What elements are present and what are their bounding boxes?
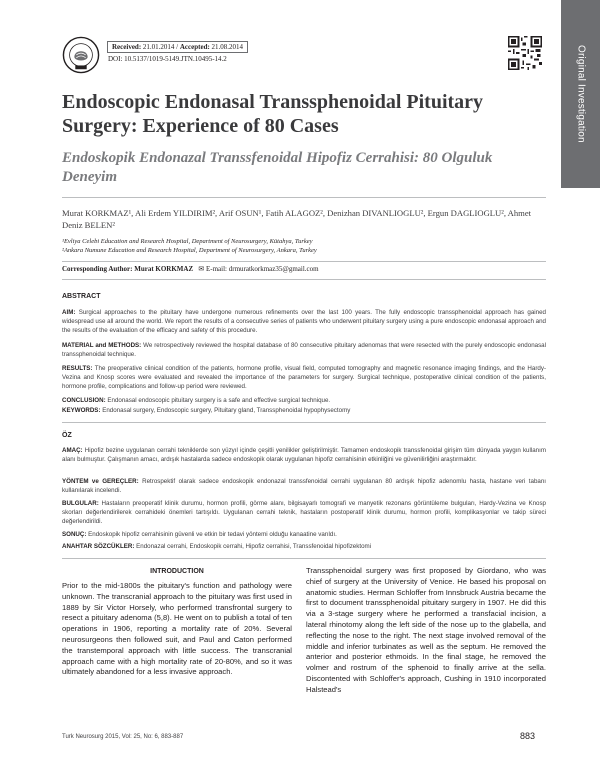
oz-sonuc: SONUÇ: Endoskopik hipofiz cerrahisinin güvenli ve etkin bir tedavi yöntemi olduğu kanaatine varıldı. bbox=[62, 531, 337, 538]
divider bbox=[62, 197, 546, 198]
affiliation-2: ²Ankara Numune Education and Research Hospital, Department of Neurosurgery, Ankara, Turkey bbox=[62, 247, 317, 254]
abstract-results: RESULTS: The preoperative clinical condition of the patients, hormone profile, visual field, computed tomography and magnetic resonance imaging findings, and the Hardy-Vezina and Knosp scores were evaluated and revealed the importance of the parameters for surgery. Surgical technique, postoperative clinical condition of the patients, hormone profile, complications and follow-up period were reviewed. bbox=[62, 365, 546, 391]
introduction-column-left: Prior to the mid-1800s the pituitary's function and pathology were unknown. The transcranial approach to the pituitary was first used in 1889 by Sir Victor Horsely, who performed transfrontal surgery to resect a pituitary adenoma (5,8). He went on to publish a total of ten operations in 1906, reporting a mortality rate of 20%. Several neurosurgeons then followed suit, and Paul and Caton performed the transtemporal approach with little success. The transcranial approach came with a high mortality rate of 20-80%, and so it was ultimately abandoned for a less invasive approach. bbox=[62, 581, 292, 677]
abstract-heading: ABSTRACT bbox=[62, 293, 101, 300]
affiliation-1: ¹Evliya Celebi Education and Research Hospital, Department of Neurosurgery, Kütahya, Turkey bbox=[62, 238, 313, 245]
received-date: 21.01.2014 bbox=[142, 43, 175, 51]
accepted-date: 21.08.2014 bbox=[211, 43, 244, 51]
introduction-heading: INTRODUCTION bbox=[150, 568, 204, 575]
abstract-keywords: KEYWORDS: Endonasal surgery, Endoscopic surgery, Pituitary gland, Transsphenoidal hypophysectomy bbox=[62, 407, 351, 414]
article-title-turkish: Endoskopik Endonazal Transsfenoidal Hipofiz Cerrahisi: 80 Olguluk Deneyim bbox=[62, 150, 493, 185]
page-number: 883 bbox=[520, 731, 536, 741]
divider bbox=[62, 558, 546, 559]
oz-anahtar: ANAHTAR SÖZCÜKLER: Endonazal cerrahi, Endoskopik cerrahi, Hipofiz cerrahisi, Transsfenoidal hipofizektomi bbox=[62, 543, 372, 550]
society-logo bbox=[62, 36, 100, 74]
abstract-methods: MATERIAL and METHODS: We retrospectively reviewed the hospital database of 80 consecutive pituitary adenomas that were resected with the purely endoscopic endonasal transsphenoidal technique. bbox=[62, 342, 546, 359]
oz-amac: AMAÇ: Hipofiz bezine uygulanan cerrahi tekniklerde son yüzyıl içinde çeşitli yenilikler geliştirilmiştir. Tamamen endoskopik transsfenoidal girişim tüm dünyada yaygın kullanım alanı bulmuştur. Çalışmanın amacı, ardışık hastalarda sadece endoskopik olarak uygulanan hipofiz cerrahisinin etkinliğini ve güvenilirliğini araştırmaktır. bbox=[62, 447, 546, 464]
divider bbox=[62, 422, 546, 423]
abstract-aim: AIM: Surgical approaches to the pituitary have undergone numerous refinements over the last 100 years. The fully endoscopic transsphenoidal approach has gained widespread use all around the world. We report the results of a consecutive series of patients who underwent pituitary surgery using a pure endoscopic endonasal approach and the results of the evaluation of the efficacy and safety of this procedure. bbox=[62, 309, 546, 335]
qr-code-icon bbox=[508, 36, 542, 70]
corresponding-email[interactable]: ✉ E-mail: drmuratkorkmaz35@gmail.com bbox=[198, 265, 319, 273]
oz-yontem: YÖNTEM ve GEREÇLER: Retrospektif olarak sadece endoskopik endonazal transsfenoidal cerrahi uygulanan 80 ardışık hipofiz adenomlu hasta, hastane veri tabanı kullanılarak incelendi. bbox=[62, 478, 546, 495]
article-title: Endoscopic Endonasal Transsphenoidal Pituitary Surgery: Experience of 80 Cases bbox=[62, 91, 484, 137]
accepted-label: Accepted: bbox=[179, 43, 210, 51]
abstract-conclusion: CONCLUSION: Endonasal endoscopic pituitary surgery is a safe and effective surgical technique. bbox=[62, 397, 331, 404]
article-type-label: Original Investigation bbox=[575, 45, 587, 143]
corresponding-author-name: Corresponding Author: Murat KORKMAZ bbox=[62, 265, 194, 273]
doi: DOI: 10.5137/1019-5149.JTN.10495-14.2 bbox=[108, 55, 227, 63]
introduction-column-right: Transsphenoidal surgery was first proposed by Giordano, who was chief of surgery at the University of Venice. He based his proposal on anatomic studies. Herman Schloffer from Innsbruck Austria became the first to document transsphenoidal pituitary surgery in 1907. He did this via a 3-stage surgery where he performed a transfacial incision, a lateral rhinotomy along the left side of the nose up to the glabella, and reflecting the nose to the right. The next stage involved removal of the middle and inferior turbinates as well as the septum. He removed the anterior and posterior ethmoids. In the final stage, he removed the volmer and rostrum of the sphenoid to finally arrive at the sella. Discontented with Schloffer's approach, Cushing in 1910 incorporated Halstead's bbox=[306, 566, 546, 694]
received-accepted-box: Received: 21.01.2014 / Accepted: 21.08.2014 bbox=[107, 41, 248, 53]
author-list: Murat KORKMAZ¹, Ali Erdem YILDIRIM², Arif OSUN¹, Fatih ALAGOZ², Denizhan DIVANLIOGLU², Ergun DAGLIOGLU², Ahmet Deniz BELEN² bbox=[62, 208, 532, 230]
journal-citation: Turk Neurosurg 2015, Vol: 25, No: 6, 883-887 bbox=[62, 734, 184, 740]
corresponding-author bbox=[62, 265, 319, 273]
received-label: Received: bbox=[112, 43, 142, 51]
divider bbox=[62, 261, 546, 262]
oz-heading: ÖZ bbox=[62, 432, 72, 439]
divider bbox=[62, 279, 546, 280]
oz-bulgular: BULGULAR: Hastaların preoperatif klinik durumu, hormon profili, görme alanı, bilgisayarlı tomografi ve manyetik rezonans görüntüleme bulguları, Hardy-Vezina ve Knosp skorları değerlendirilerek cerrahideki önemleri tartışıldı. Uygulanan cerrahi teknik, hastaların postoperatif klinik durumu, hormon profili, komplikasyonlar ve takip süreci değerlendirildi. bbox=[62, 500, 546, 526]
